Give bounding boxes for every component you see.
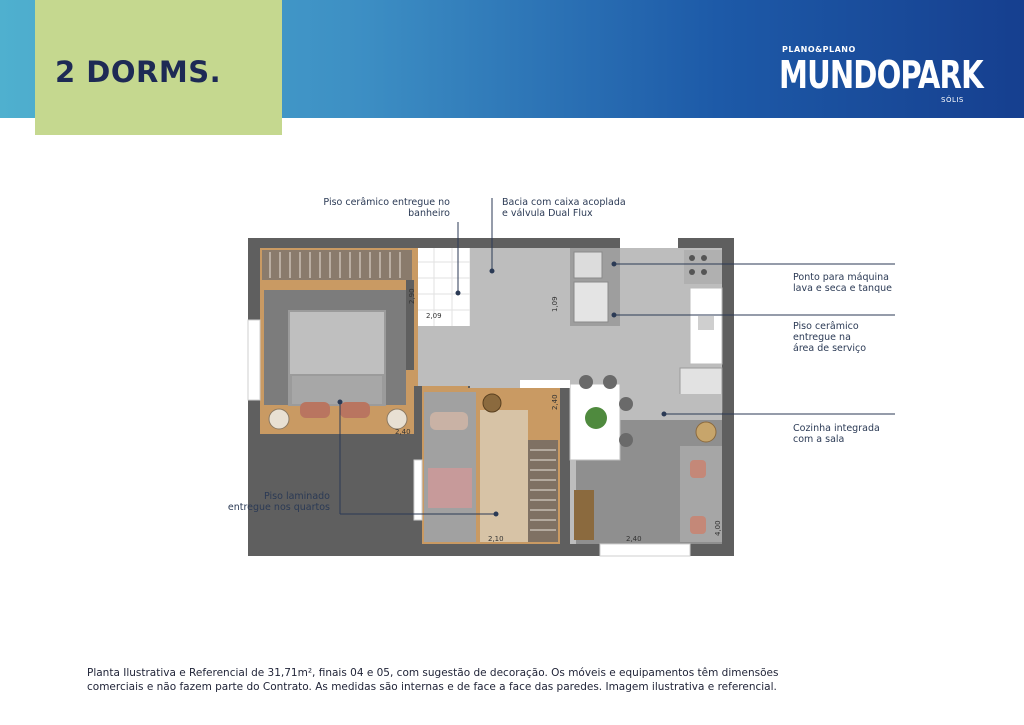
dim-bed2-w: 2,10 bbox=[488, 535, 504, 543]
disclaimer-line-2: comerciais e não fazem parte do Contrato. As medidas são internas e de face a face das paredes. Imagem ilustrativa e referencial. bbox=[87, 681, 777, 693]
tv-stand bbox=[574, 490, 594, 540]
callout-piso-servico: Piso cerâmico entregue na área de serviço bbox=[793, 321, 867, 354]
disclaimer bbox=[87, 666, 847, 694]
callout-ponto-maquina: Ponto para máquina lava e seca e tanque bbox=[793, 272, 892, 294]
brand-prefix: PLANO&PLANO bbox=[782, 45, 856, 54]
stove bbox=[684, 250, 722, 284]
wardrobe-2 bbox=[528, 440, 558, 542]
callout-cozinha: Cozinha integrada com a sala bbox=[793, 423, 880, 445]
disclaimer-line-1: Planta Ilustrativa e Referencial de 31,71m², finais 04 e 05, com sugestão de decoração. Os móveis e equipamentos têm dimensões bbox=[87, 667, 779, 679]
rug-2 bbox=[480, 410, 528, 542]
callout-piso-banheiro: Piso cerâmico entregue no banheiro bbox=[323, 197, 450, 219]
dim-living-h: 4,00 bbox=[714, 520, 722, 536]
brand-logo: MUNDOPARK bbox=[779, 53, 983, 97]
brand-suffix: SÓLIS bbox=[941, 96, 964, 104]
dim-living-w: 2,40 bbox=[626, 535, 642, 543]
dim-bath-w: 2,09 bbox=[426, 312, 442, 320]
dim-bed2-h: 2,40 bbox=[551, 394, 559, 410]
callout-bacia: Bacia com caixa acoplada e válvula Dual Flux bbox=[502, 197, 626, 219]
dim-bath-h: 1,09 bbox=[551, 296, 559, 312]
dim-bed1-w: 2,40 bbox=[395, 428, 411, 436]
callout-piso-laminado: Piso laminado entregue nos quartos bbox=[227, 491, 330, 513]
dim-bed1-h: 2,90 bbox=[408, 288, 416, 304]
unit-type-title: 2 DORMS. bbox=[55, 55, 222, 89]
plant bbox=[585, 407, 607, 429]
